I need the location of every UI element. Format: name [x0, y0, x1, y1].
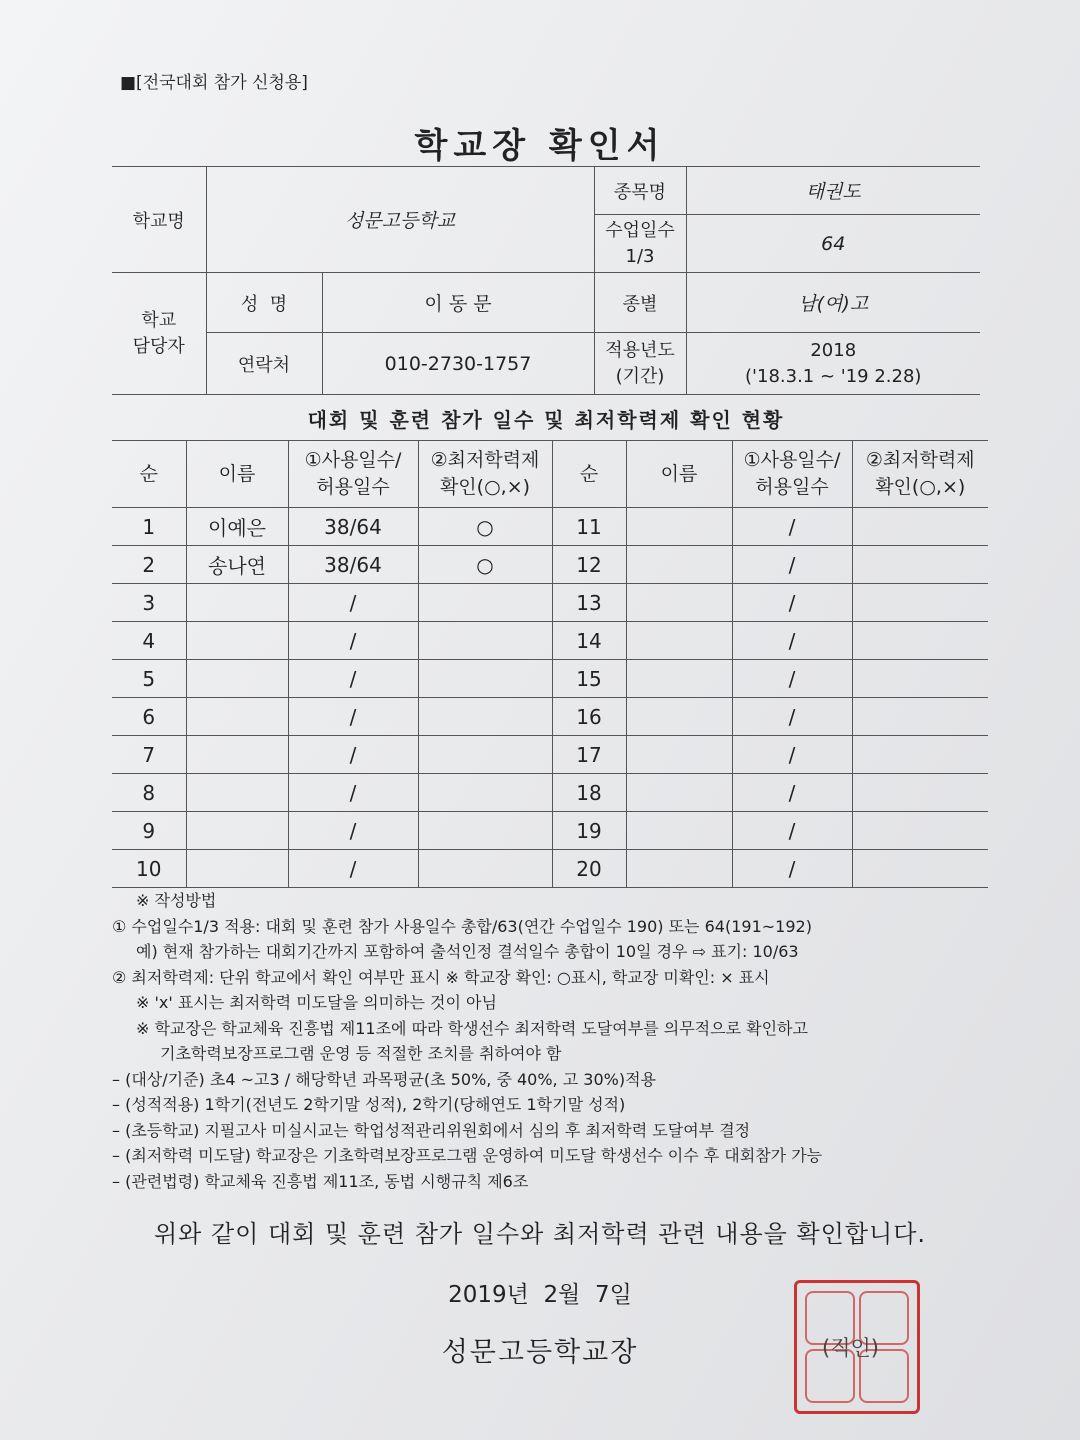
class-days-label-line2: 1/3 — [625, 245, 655, 267]
student-name: 송나연 — [186, 546, 288, 584]
student-name-2 — [626, 546, 732, 584]
manager-label-line1: 학교 — [141, 309, 177, 331]
academic-check: ○ — [418, 508, 552, 546]
note-item: ① 수업일수1/3 적용: 대회 및 훈련 참가 사용일수 총합/63(연간 수업일수 190) 또는 64(191~192) — [112, 916, 812, 936]
days-used-2: / — [732, 584, 852, 622]
academic-check-2 — [852, 736, 988, 774]
row-no: 8 — [112, 774, 186, 812]
header-check — [418, 441, 552, 508]
header-days-2-line2: 허용일수 — [755, 476, 829, 498]
academic-check-2 — [852, 508, 988, 546]
class-days-value: 64 — [686, 215, 980, 273]
contact-value: 010-2730-1757 — [322, 333, 594, 395]
note-item: – (성적적용) 1학기(전년도 2학기말 성적), 2학기(당해연도 1학기말 성적) — [112, 1095, 626, 1114]
academic-check — [418, 622, 552, 660]
academic-check-2 — [852, 812, 988, 850]
days-used-2: / — [732, 546, 852, 584]
student-name-2 — [626, 660, 732, 698]
table-row — [112, 774, 988, 812]
days-used: / — [288, 850, 418, 888]
days-used-2: / — [732, 850, 852, 888]
days-used: 38/64 — [288, 546, 418, 584]
row-no-2: 19 — [552, 812, 626, 850]
row-no: 10 — [112, 850, 186, 888]
participation-table — [112, 440, 988, 888]
manager-label — [112, 273, 206, 395]
year-value — [686, 333, 980, 395]
confirmation-statement: 위와 같이 대회 및 훈련 참가 일수와 최저학력 관련 내용을 확인합니다. — [153, 1220, 927, 1248]
row-no: 5 — [112, 660, 186, 698]
header-days-line1: ①사용일수/ — [304, 449, 402, 471]
days-used: / — [288, 698, 418, 736]
student-name-2 — [626, 508, 732, 546]
header-no: 순 — [112, 441, 186, 508]
student-name: 이예은 — [186, 508, 288, 546]
manager-label-line2: 담당자 — [132, 335, 185, 357]
instructions — [112, 888, 1012, 1194]
header-name-2: 이름 — [626, 441, 732, 508]
header-check-line1: ②최저학력제 — [430, 449, 540, 471]
document-title: 학교장 확인서 — [414, 126, 666, 166]
note-item: ② 최저학력제: 단위 학교에서 확인 여부만 표시 ※ 학교장 확인: ○표시, 학교장 미확인: × 표시 — [112, 967, 770, 987]
table-header-row — [112, 441, 988, 508]
row-no: 4 — [112, 622, 186, 660]
sport-value: 태권도 — [686, 167, 980, 215]
days-used: / — [288, 584, 418, 622]
header-check-2-line2: 확인(○,×) — [875, 476, 966, 498]
row-no-2: 15 — [552, 660, 626, 698]
row-no: 2 — [112, 546, 186, 584]
issue-date: 2019년 2월 7일 — [448, 1282, 632, 1308]
days-used: / — [288, 736, 418, 774]
days-used-2: / — [732, 660, 852, 698]
header-no-2: 순 — [552, 441, 626, 508]
student-name — [186, 736, 288, 774]
year-label — [594, 333, 686, 395]
gender-value: 남(여)고 — [686, 273, 980, 333]
row-no-2: 11 — [552, 508, 626, 546]
academic-check — [418, 584, 552, 622]
school-label: 학교명 — [112, 167, 206, 273]
row-no: 6 — [112, 698, 186, 736]
year-label-line2: (기간) — [615, 365, 665, 387]
table-row — [112, 584, 988, 622]
days-used: / — [288, 622, 418, 660]
student-name-2 — [626, 774, 732, 812]
days-used-2: / — [732, 698, 852, 736]
header-check-line2: 확인(○,×) — [439, 476, 531, 498]
days-used-2: / — [732, 774, 852, 812]
row-no-2: 17 — [552, 736, 626, 774]
name-value: 이 동 문 — [322, 273, 594, 333]
row-no-2: 20 — [552, 850, 626, 888]
header-name: 이름 — [186, 441, 288, 508]
gender-label: 종별 — [594, 273, 686, 333]
table-row — [112, 812, 988, 850]
student-name — [186, 698, 288, 736]
student-name-2 — [626, 812, 732, 850]
note-item: – (최저학력 미도달) 학교장은 기초학력보장프로그램 운영하여 미도달 학생선수 이수 후 대회참가 가능 — [112, 1146, 823, 1165]
row-no-2: 12 — [552, 546, 626, 584]
principal-name: 성문고등학교장 — [441, 1337, 639, 1368]
student-name — [186, 812, 288, 850]
student-name — [186, 774, 288, 812]
student-name — [186, 622, 288, 660]
row-no: 1 — [112, 508, 186, 546]
note-item: – (대상/기준) 초4 ~고3 / 해당학년 과목평균(초 50%, 중 40%, 고 30%)적용 — [112, 1069, 656, 1089]
student-name-2 — [626, 736, 732, 774]
name-label: 성 명 — [206, 273, 322, 333]
year-value-line2: ('18.3.1 ~ '19 2.28) — [745, 365, 922, 387]
student-name-2 — [626, 698, 732, 736]
school-value: 성문고등학교 — [206, 167, 594, 273]
note-item: – (초등학교) 지필고사 미실시교는 학업성적관리위원회에서 심의 후 최저학력 도달여부 결정 — [112, 1120, 751, 1140]
days-used: / — [288, 660, 418, 698]
row-no-2: 13 — [552, 584, 626, 622]
academic-check: ○ — [418, 546, 552, 584]
note-item: ※ 'x' 표시는 최저학력 미도달을 의미하는 것이 아님 — [136, 993, 497, 1012]
header-days-2 — [732, 441, 852, 508]
table-row — [112, 850, 988, 888]
header-check-2-line1: ②최저학력제 — [865, 449, 975, 471]
class-days-label-line1: 수업일수 — [605, 219, 675, 241]
student-name-2 — [626, 622, 732, 660]
academic-check — [418, 698, 552, 736]
note-item: – (관련법령) 학교체육 진흥법 제11조, 동법 시행규칙 제6조 — [112, 1171, 529, 1191]
academic-check-2 — [852, 584, 988, 622]
year-value-line1: 2018 — [810, 339, 857, 361]
academic-check — [418, 736, 552, 774]
note-item: 기초학력보장프로그램 운영 등 적절한 조치를 취하여야 함 — [160, 1044, 562, 1063]
academic-check — [418, 850, 552, 888]
academic-check-2 — [852, 660, 988, 698]
header-days-line2: 허용일수 — [316, 476, 390, 498]
student-name — [186, 660, 288, 698]
academic-check — [418, 660, 552, 698]
academic-check-2 — [852, 698, 988, 736]
days-used-2: / — [732, 508, 852, 546]
academic-check — [418, 812, 552, 850]
days-used: / — [288, 812, 418, 850]
academic-check-2 — [852, 850, 988, 888]
academic-check-2 — [852, 774, 988, 812]
section-title: 대회 및 훈련 참가 일수 및 최저학력제 확인 현황 — [307, 408, 785, 432]
class-days-label — [594, 215, 686, 273]
academic-check — [418, 774, 552, 812]
sport-label: 종목명 — [594, 167, 686, 215]
header-check-2 — [852, 441, 988, 508]
table-row — [112, 546, 988, 584]
seal-label: (직인) — [822, 1336, 879, 1360]
table-row — [112, 736, 988, 774]
days-used-2: / — [732, 736, 852, 774]
header-days-2-line1: ①사용일수/ — [743, 449, 841, 471]
note-item: ※ 학교장은 학교체육 진흥법 제11조에 따라 학생선수 최저학력 도달여부를 의무적으로 확인하고 — [136, 1018, 808, 1038]
contact-label: 연락처 — [206, 333, 322, 395]
days-used-2: / — [732, 622, 852, 660]
row-no: 7 — [112, 736, 186, 774]
row-no-2: 16 — [552, 698, 626, 736]
days-used-2: / — [732, 812, 852, 850]
table-row — [112, 698, 988, 736]
row-no-2: 18 — [552, 774, 626, 812]
table-row — [112, 660, 988, 698]
student-name — [186, 584, 288, 622]
days-used: / — [288, 774, 418, 812]
year-label-line1: 적용년도 — [605, 339, 675, 361]
note-heading: ※ 작성방법 — [136, 891, 217, 910]
academic-check-2 — [852, 546, 988, 584]
form-tag: ■[전국대회 참가 신청용] — [120, 73, 308, 93]
row-no: 3 — [112, 584, 186, 622]
academic-check-2 — [852, 622, 988, 660]
row-no: 9 — [112, 812, 186, 850]
header-days — [288, 441, 418, 508]
student-name — [186, 850, 288, 888]
note-item: 예) 현재 참가하는 대회기간까지 포함하여 출석인정 결석일수 총합이 10일 경우 ⇨ 표기: 10/63 — [136, 942, 799, 961]
days-used: 38/64 — [288, 508, 418, 546]
table-row — [112, 622, 988, 660]
row-no-2: 14 — [552, 622, 626, 660]
info-table — [112, 166, 980, 395]
student-name-2 — [626, 584, 732, 622]
student-name-2 — [626, 850, 732, 888]
table-row — [112, 508, 988, 546]
